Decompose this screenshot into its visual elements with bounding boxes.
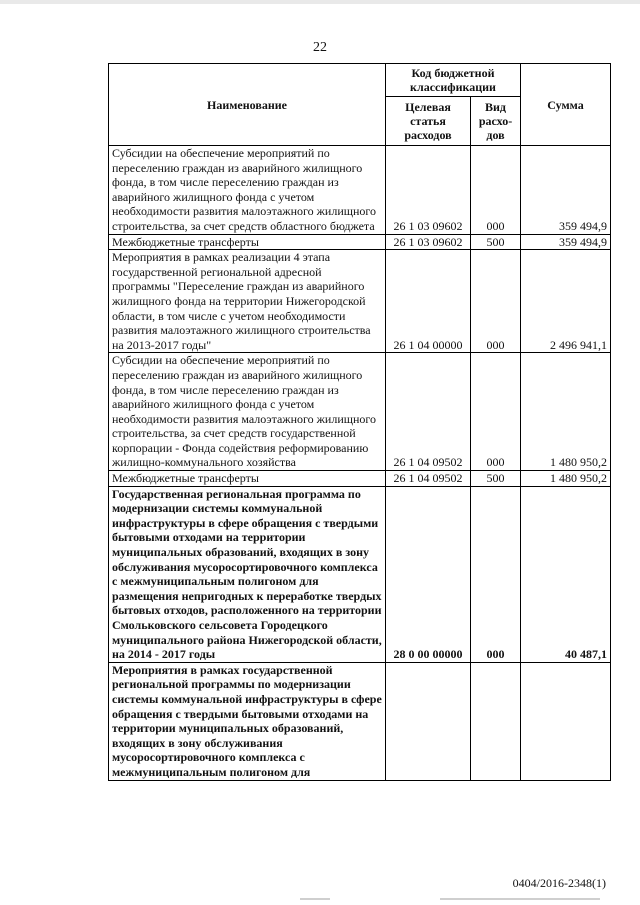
row-expense-type: 000 [471, 353, 521, 471]
row-target-article: 26 1 04 09502 [386, 353, 471, 471]
header-expense-type: Вид расхо-дов [471, 97, 521, 146]
row-expense-type: 000 [471, 486, 521, 662]
scan-edge [0, 0, 640, 4]
row-amount [521, 662, 611, 780]
row-target-article [386, 662, 471, 780]
table-row [109, 146, 611, 235]
row-target-article: 26 1 04 09502 [386, 471, 471, 487]
header-classification: Код бюджетной классификации [386, 64, 521, 97]
row-amount: 359 494,9 [521, 146, 611, 235]
row-expense-type: 500 [471, 471, 521, 487]
row-expense-type: 000 [471, 250, 521, 353]
row-amount: 1 480 950,2 [521, 353, 611, 471]
row-name: Межбюджетные трансферты [109, 234, 386, 250]
row-target-article: 26 1 03 09602 [386, 146, 471, 235]
header-amount: Сумма [521, 64, 611, 146]
row-expense-type: 500 [471, 234, 521, 250]
row-name: Мероприятия в рамках государственной региональной программы по модернизации системы коммунальной инфраструктуры в сфере обращения с твердыми бытовыми отходами на территории муниципальных образований, входящих в зону обслуживания мусоросортировочного комплекса с межмуниципальным полигоном для [109, 662, 386, 780]
scan-artifact [440, 898, 600, 900]
header-target-article: Целевая статья расходов [386, 97, 471, 146]
row-target-article: 26 1 03 09602 [386, 234, 471, 250]
table-row [109, 234, 611, 250]
row-name: Субсидии на обеспечение мероприятий по переселению граждан из аварийного жилищного фонда, в том числе переселению граждан из аварийного жилищного фонда с учетом необходимости развития малоэтажного жилищного строительства, за счет средств государственной корпорации - Фонда содействия реформированию жилищно-коммунального хозяйства [109, 353, 386, 471]
row-amount: 359 494,9 [521, 234, 611, 250]
table-row [109, 250, 611, 353]
scan-artifact [300, 898, 330, 900]
header-name: Наименование [109, 64, 386, 146]
row-name: Субсидии на обеспечение мероприятий по переселению граждан из аварийного жилищного фонда, в том числе переселению граждан из аварийного жилищного фонда с учетом необходимости развития малоэтажного жилищного строительства, за счет средств областного бюджета [109, 146, 386, 235]
budget-table [108, 63, 611, 781]
row-expense-type: 000 [471, 146, 521, 235]
row-amount: 2 496 941,1 [521, 250, 611, 353]
document-code: 0404/2016-2348(1) [512, 876, 606, 890]
table-row [109, 662, 611, 780]
row-amount: 40 487,1 [521, 486, 611, 662]
row-target-article: 26 1 04 00000 [386, 250, 471, 353]
page-number: 22 [313, 40, 327, 55]
row-name: Межбюджетные трансферты [109, 471, 386, 487]
table-row [109, 486, 611, 662]
row-target-article: 28 0 00 00000 [386, 486, 471, 662]
row-expense-type [471, 662, 521, 780]
table-row [109, 353, 611, 471]
row-name: Государственная региональная программа по модернизации системы коммунальной инфраструктуры в сфере обращения с твердыми бытовыми отходами на территории муниципальных образований, входящих в зону обслуживания мусоросортировочного комплекса с межмуниципальным полигоном для размещения непригодных к переработке твердых бытовых отходов, расположенного на территории Смольковского сельсовета Городецкого муниципального района Нижегородской области, на 2014 - 2017 годы [109, 486, 386, 662]
row-name: Мероприятия в рамках реализации 4 этапа государственной региональной адресной программы "Переселение граждан из аварийного жилищного фонда на территории Нижегородской области, в том числе с учетом необходимости развития малоэтажного жилищного строительства на 2013-2017 годы" [109, 250, 386, 353]
row-amount: 1 480 950,2 [521, 471, 611, 487]
table-row [109, 471, 611, 487]
